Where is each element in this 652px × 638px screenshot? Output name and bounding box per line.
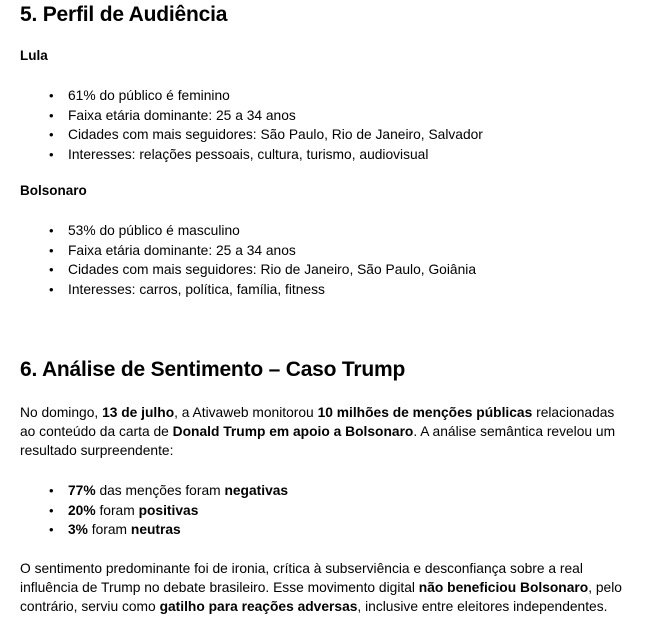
sentiment-stats-list — [20, 481, 288, 540]
bullet-icon: • — [49, 127, 54, 142]
bullet-icon: • — [49, 522, 54, 537]
list-item: • Cidades com mais seguidores: São Paulo, Rio de Janeiro, Salvador — [20, 125, 483, 145]
list-item: • Cidades com mais seguidores: Rio de Janeiro, São Paulo, Goiânia — [20, 260, 476, 280]
list-item: • Faixa etária dominante: 25 a 34 anos — [20, 241, 476, 261]
bullet-icon: • — [49, 281, 54, 297]
lula-audience-list — [20, 86, 483, 164]
section-5-title: 5. Perfil de Audiência — [20, 3, 228, 26]
list-item: • Interesses: relações pessoais, cultura, turismo, audiovisual — [20, 145, 483, 165]
bolsonaro-subheading: Bolsonaro — [20, 183, 87, 198]
sentiment-intro-paragraph: No domingo, 13 de julho, a Ativaweb monitorou 10 milhões de menções públicas relacionadas ao conteúdo da carta de Donald Trump em apoio a Bolsonaro. A análise semântica revelou um resultado surpreendente: — [20, 405, 616, 458]
sentiment-conclusion-paragraph: O sentimento predominante foi de ironia, crítica à subserviência e desconfiança sobre a real influência de Trump no debate brasileiro. Esse movimento digital não beneficiou Bolsonaro, pelo contrário, serviu como gatilho para reações adversas, inclusive entre eleitores independentes. — [20, 561, 622, 614]
list-item: • 53% do público é masculino — [20, 221, 476, 241]
list-item: • 61% do público é feminino — [20, 86, 483, 106]
list-item: • 20% foram positivas — [20, 501, 288, 521]
bullet-icon: • — [49, 146, 54, 162]
section-6-title: 6. Análise de Sentimento – Caso Trump — [20, 358, 406, 381]
list-item: • Faixa etária dominante: 25 a 34 anos — [20, 106, 483, 126]
bullet-icon: • — [49, 242, 54, 258]
list-item: • 3% foram neutras — [20, 520, 288, 540]
bolsonaro-audience-list — [20, 221, 476, 299]
bullet-icon: • — [49, 262, 54, 277]
bullet-icon: • — [49, 483, 54, 498]
lula-subheading: Lula — [20, 48, 48, 63]
bullet-icon: • — [49, 88, 54, 103]
list-item: • Interesses: carros, política, família, fitness — [20, 280, 476, 300]
bullet-icon: • — [49, 502, 54, 518]
list-item: • 77% das menções foram negativas — [20, 481, 288, 501]
bullet-icon: • — [49, 223, 54, 238]
bullet-icon: • — [49, 107, 54, 123]
